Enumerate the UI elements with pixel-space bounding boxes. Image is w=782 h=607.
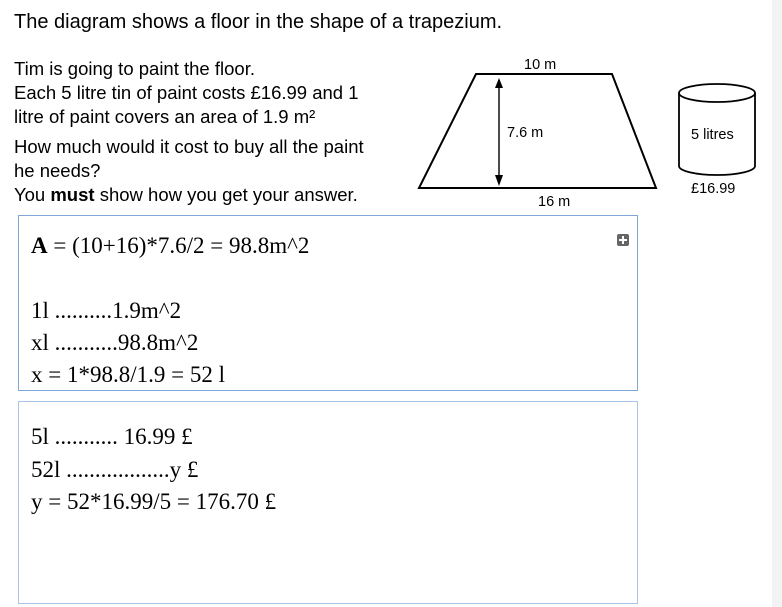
answer-line: 1l ..........1.9m^2 bbox=[31, 298, 182, 323]
trapezium-diagram bbox=[0, 0, 782, 215]
price-label: £16.99 bbox=[691, 181, 736, 197]
question-line: he needs? bbox=[14, 160, 101, 181]
bottom-side-label: 16 m bbox=[538, 194, 571, 210]
question-line: How much would it cost to buy all the paint bbox=[14, 136, 364, 157]
answer-line: y = 52*16.99/5 = 176.70 £ bbox=[31, 489, 277, 514]
plus-icon[interactable] bbox=[617, 234, 629, 246]
instruction-emphasis: must bbox=[50, 184, 95, 205]
area-symbol: A bbox=[31, 233, 48, 258]
answer-line: xl ...........98.8m^2 bbox=[31, 330, 199, 355]
question-title: The diagram shows a floor in the shape of a trapezium. bbox=[14, 11, 503, 33]
answer-line: 5l ........... 16.99 £ bbox=[31, 424, 193, 449]
question-line: litre of paint covers an area of 1.9 m² bbox=[14, 106, 316, 127]
height-arrow-head-bottom bbox=[495, 175, 503, 186]
question-line: Each 5 litre tin of paint costs £16.99 and 1 bbox=[14, 82, 359, 103]
height-label: 7.6 m bbox=[507, 125, 544, 141]
instruction-suffix: show how you get your answer. bbox=[94, 184, 358, 205]
answer-box-2[interactable] bbox=[18, 401, 638, 604]
answer-line: x = 1*98.8/1.9 = 52 l bbox=[31, 362, 225, 387]
question-line: Tim is going to paint the floor. bbox=[14, 58, 255, 79]
area-formula: = (10+16)*7.6/2 = 98.8m^2 bbox=[47, 233, 310, 258]
top-side-label: 10 m bbox=[524, 57, 557, 73]
answer-line bbox=[31, 233, 309, 259]
scrollbar-track[interactable] bbox=[772, 0, 782, 607]
tin-label: 5 litres bbox=[691, 127, 734, 143]
height-arrow-head-top bbox=[495, 78, 503, 88]
answer-box-1[interactable] bbox=[18, 215, 638, 391]
answer-line: 52l ..................y £ bbox=[31, 457, 199, 482]
instruction-prefix: You bbox=[14, 184, 51, 205]
